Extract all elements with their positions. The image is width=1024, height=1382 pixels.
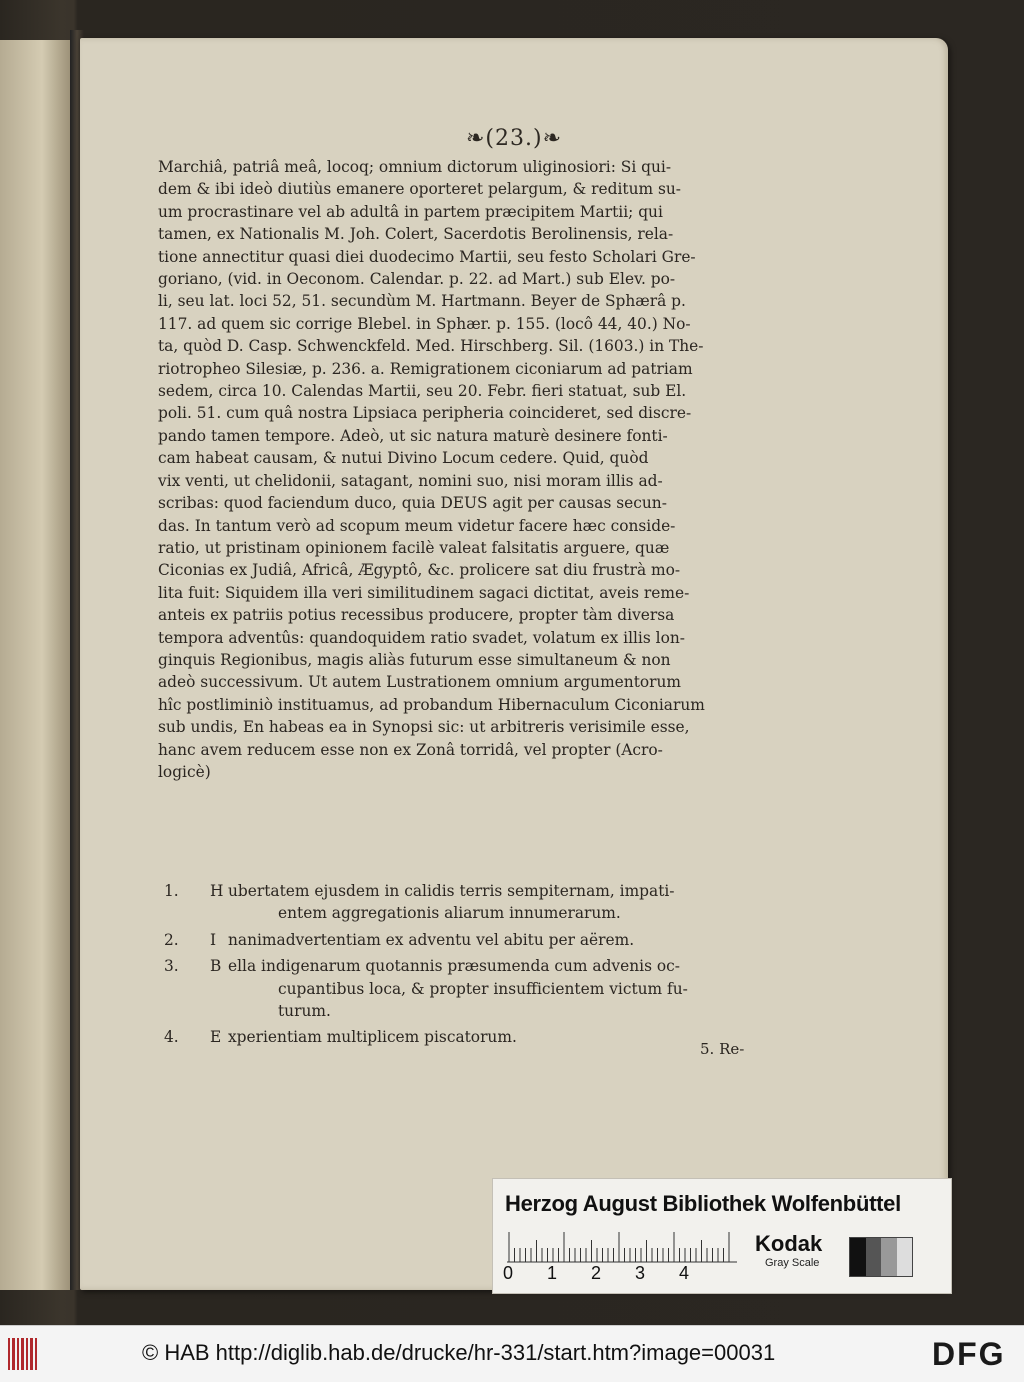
ruler-number: 4 — [679, 1263, 690, 1283]
text-line: dem & ibi ideò diutiùs emanere oporteret pelargum, & reditum su- — [158, 180, 681, 199]
text-line: Ciconias ex Judiâ, Africâ, Ægyptô, &c. prolicere sat diu frustrà mo- — [158, 561, 681, 580]
text-line: sub undis, En habeas ea in Synopsi sic: ut arbitreris verisimile esse, — [158, 718, 690, 737]
page-header: ❧(23.)❧ — [465, 126, 563, 151]
text-line: anteis ex patriis potius recessibus producere, propter tàm diversa — [158, 606, 675, 625]
text-line: goriano, (vid. in Oeconom. Calendar. p. 22. ad Mart.) sub Elev. po- — [158, 270, 676, 289]
list-text: xperientiam multiplicem piscatorum. — [228, 1028, 517, 1047]
list-item — [158, 955, 788, 1022]
list-number: 1. — [164, 882, 179, 900]
list-number: 2. — [164, 930, 179, 949]
text-line: ginquis Regionibus, magis aliàs futurum esse simultaneum & non — [158, 650, 671, 669]
text-line: pando tamen tempore. Adeò, ut sic natura maturè desinere fonti- — [158, 426, 668, 445]
gray-scale-patches — [849, 1237, 913, 1277]
acrostic-letter: E — [210, 1028, 222, 1047]
facing-page-edge — [0, 40, 70, 1290]
acrostic-letter: B — [210, 957, 222, 976]
kodak-logo: Kodak — [755, 1231, 823, 1256]
ruler-numbers — [503, 1263, 723, 1284]
list-text-continued: cupantibus loca, & propter insufficientem victum fu- — [278, 979, 688, 998]
catchword: 5. Re- — [700, 1040, 745, 1058]
book-page — [80, 38, 948, 1290]
list-text: nanimadvertentiam ex adventu vel abitu per aërem. — [228, 930, 635, 949]
text-line: vix venti, ut chelidonii, satagant, nomini suo, nisi moram illis ad- — [158, 471, 663, 490]
text-line: tempora adventûs: quandoquidem ratio svadet, volatum ex illis lon- — [158, 628, 685, 647]
text-line: hanc avem reducem esse non ex Zonâ torridâ, vel propter (Acro- — [158, 740, 663, 759]
ruler-number: 0 — [503, 1263, 514, 1283]
text-line: um procrastinare vel ab adultâ in partem præcipitem Martii; qui — [158, 202, 663, 221]
list-number: 3. — [164, 957, 179, 976]
text-line: logicè) — [158, 762, 211, 781]
text-line: poli. 51. cum quâ nostra Lipsiaca peripheria coincideret, sed discre- — [158, 404, 692, 423]
copyright-url[interactable]: © HAB http://diglib.hab.de/drucke/hr-331/start.htm?image=00031 — [142, 1340, 776, 1365]
barcode-icon — [8, 1338, 38, 1370]
list-text: ubertatem ejusdem in calidis terris sempiternam, impati- — [228, 882, 675, 900]
text-line: das. In tantum verò ad scopum meum videtur facere hæc conside- — [158, 516, 676, 535]
text-line: 117. ad quem sic corrige Blebel. in Sphær. p. 155. (locô 44, 40.) No- — [158, 314, 691, 333]
text-line: Marchiâ, patriâ meâ, locoq; omnium dictorum uliginosiori: Si qui- — [158, 158, 672, 176]
acrostic-letter: H — [210, 882, 224, 900]
library-name: Herzog August Bibliothek Wolfenbüttel — [505, 1191, 901, 1216]
ruler-scale — [507, 1231, 737, 1263]
kodak-subtitle: Gray Scale — [765, 1257, 820, 1269]
list-text-continued: entem aggregationis aliarum innumerarum. — [278, 904, 621, 923]
ruler-number: 1 — [547, 1263, 558, 1283]
text-line: tione annectitur quasi diei duodecimo Martii, seu festo Scholari Gre- — [158, 247, 696, 266]
text-line: ratio, ut pristinam opinionem facilè valeat falsitatis arguere, quæ — [158, 538, 670, 557]
acrostic-list — [158, 880, 788, 1053]
list-number: 4. — [164, 1028, 179, 1047]
text-line: ta, quòd D. Casp. Schwenckfeld. Med. Hirschberg. Sil. (1603.) in The- — [158, 337, 704, 356]
text-line: adeò successivum. Ut autem Lustrationem omnium argumentorum — [158, 673, 682, 692]
text-line: lita fuit: Siquidem illa veri similitudinem sagaci dictitat, aveis reme- — [158, 583, 690, 602]
dfg-logo: DFG — [932, 1336, 1006, 1372]
list-text: ella indigenarum quotannis præsumenda cum advenis oc- — [228, 957, 680, 976]
text-line: cam habeat causam, & nutui Divino Locum cedere. Quid, quòd — [158, 449, 649, 468]
text-line: riotropheo Silesiæ, p. 236. a. Remigrationem ciconiarum ad patriam — [158, 359, 693, 378]
text-line: hîc postliminiò instituamus, ad probandum Hibernaculum Ciconiarum — [158, 695, 705, 714]
list-item — [158, 929, 788, 951]
list-item — [158, 1026, 788, 1048]
text-line: scribas: quod faciendum duco, quia DEUS agit per causas secun- — [158, 494, 667, 513]
library-color-card — [492, 1178, 952, 1294]
acrostic-letter: I — [210, 930, 217, 949]
text-line: sedem, circa 10. Calendas Martii, seu 20. Febr. fieri statuat, sub El. — [158, 382, 687, 401]
text-line: tamen, ex Nationalis M. Joh. Colert, Sacerdotis Berolinensis, rela- — [158, 225, 674, 244]
ruler-number: 3 — [635, 1263, 646, 1283]
list-item — [158, 880, 788, 925]
list-text-continued: turum. — [278, 1002, 331, 1021]
text-line: li, seu lat. loci 52, 51. secundùm M. Hartmann. Beyer de Sphærâ p. — [158, 292, 686, 311]
footer-bar — [0, 1325, 1024, 1382]
body-text — [158, 156, 788, 783]
ruler-number: 2 — [591, 1263, 602, 1283]
